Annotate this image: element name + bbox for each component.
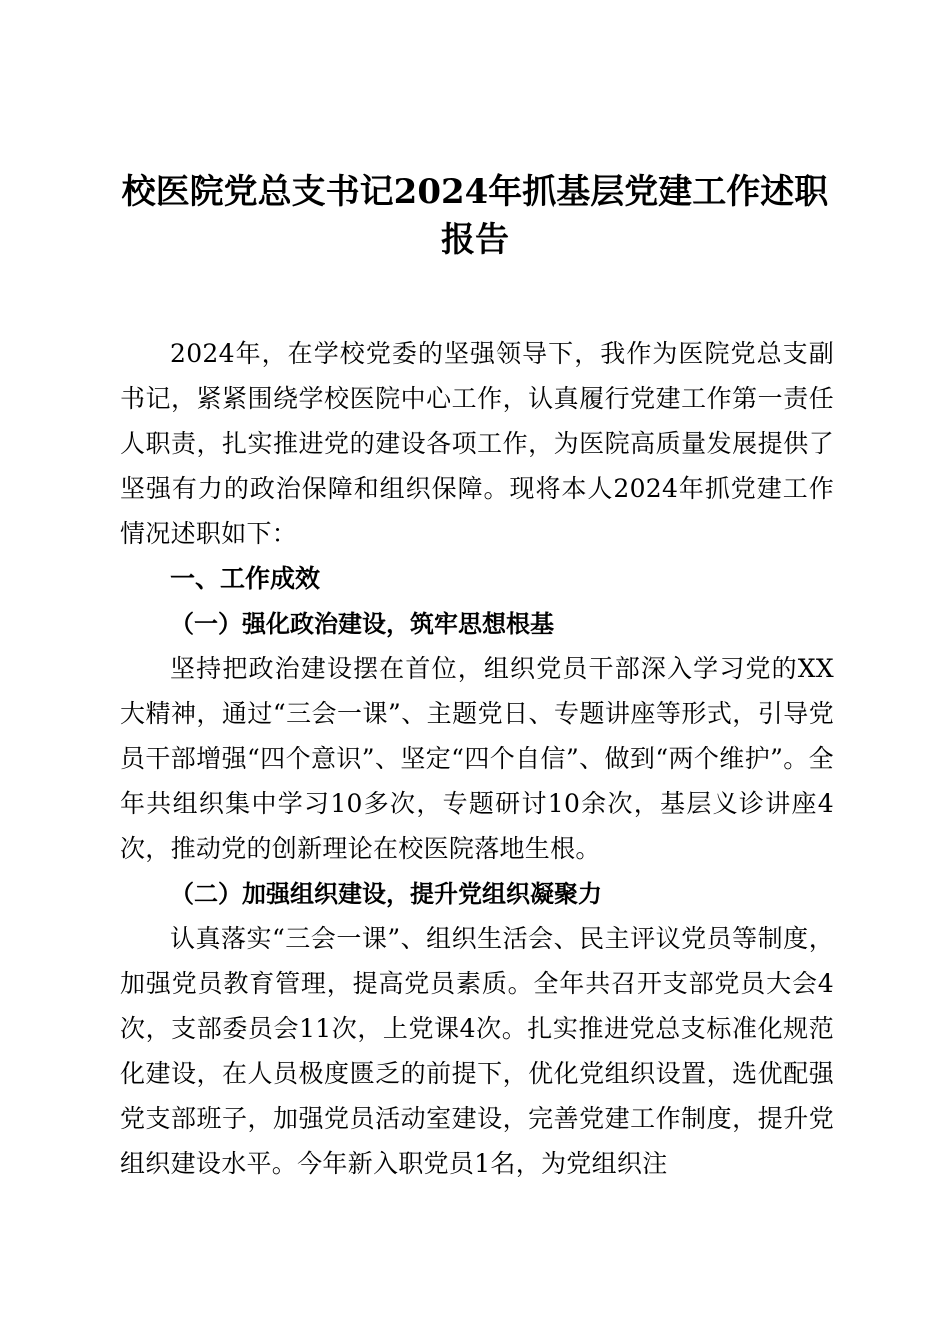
intro-paragraph: 2024年，在学校党委的坚强领导下，我作为医院党总支副书记，紧紧围绕学校医院中心工作，认真履行党建工作第一责任人职责，扎实推进党的建设各项工作，为医院高质量发展提供了坚强有力的政治保障和组织保障。现将本人2024年抓党建工作情况述职如下： <box>120 339 834 548</box>
subsection-heading-1: （一）强化政治建设，筑牢思想根基 <box>170 609 554 638</box>
subsection-heading-2: （二）加强组织建设，提升党组织凝聚力 <box>170 879 602 908</box>
subsection-paragraph-1: 坚持把政治建设摆在首位，组织党员干部深入学习党的XX大精神，通过“三会一课”、主题党日、专题讲座等形式，引导党员干部增强“四个意识”、坚定“四个自信”、做到“两个维护”。全年共组织集中学习10多次，专题研讨10余次，基层义诊讲座4次，推动党的创新理论在校医院落地生根。 <box>120 654 834 863</box>
document-title: 校医院党总支书记2024年抓基层党建工作述职报告 <box>121 172 829 260</box>
subsection-paragraph-2: 认真落实“三会一课”、组织生活会、民主评议党员等制度，加强党员教育管理，提高党员素质。全年共召开支部党员大会4次，支部委员会11次，上党课4次。扎实推进党总支标准化规范化建设，在人员极度匮乏的前提下，优化党组织设置，选优配强党支部班子，加强党员活动室建设，完善党建工作制度，提升党组织建设水平。今年新入职党员1名，为党组织注 <box>120 924 834 1178</box>
section-heading-1: 一、工作成效 <box>170 564 321 593</box>
